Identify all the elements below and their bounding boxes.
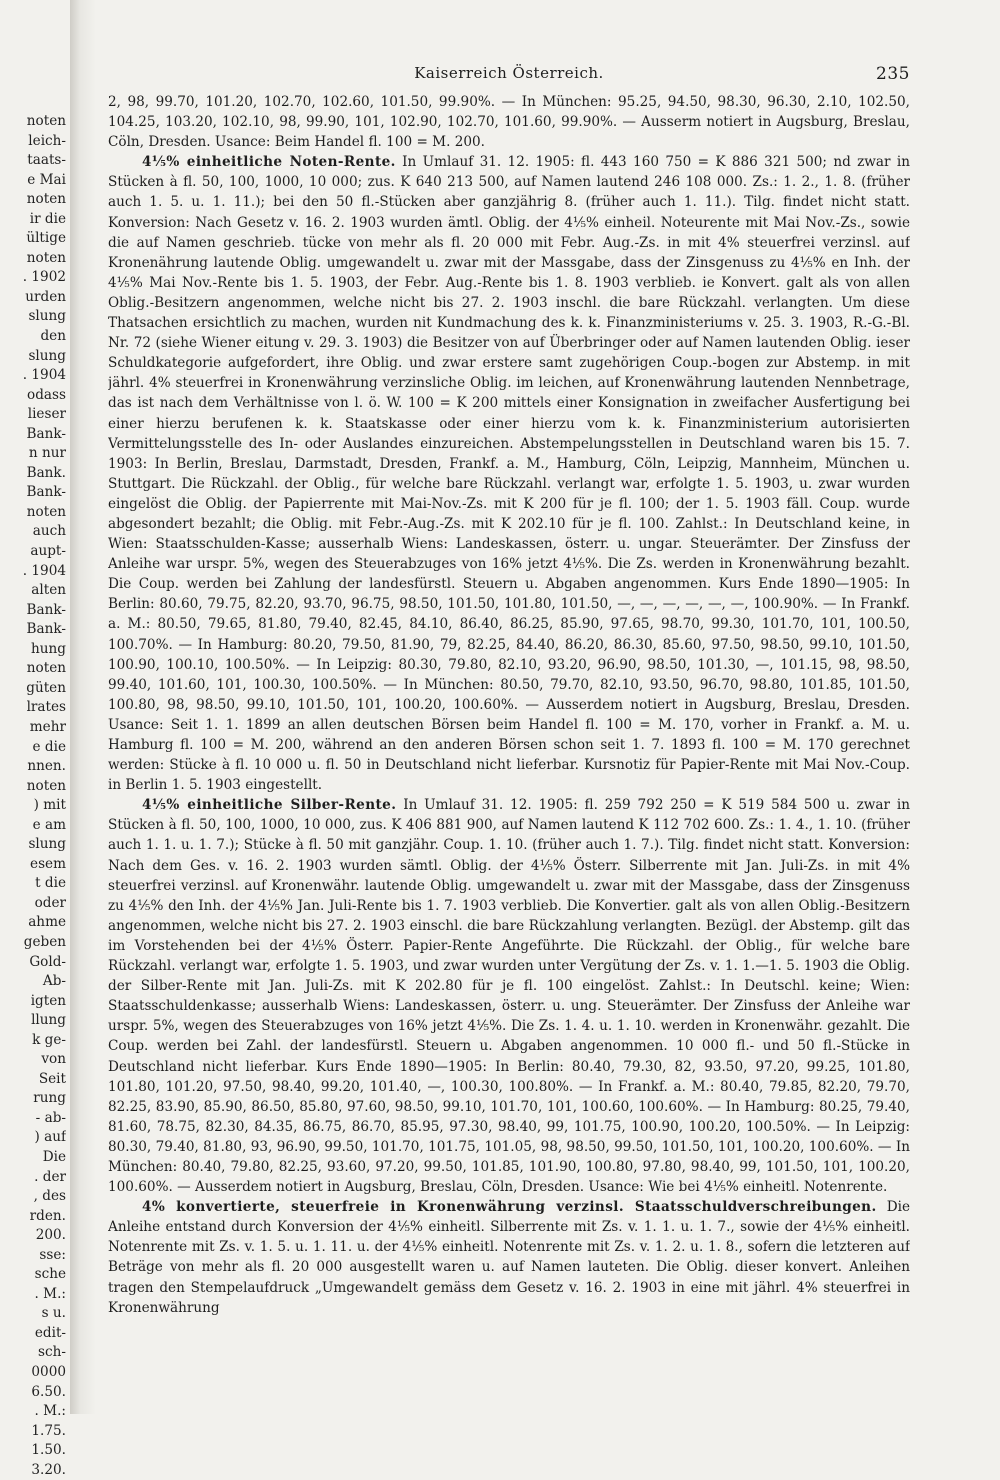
running-head: Kaiserreich Österreich. — [414, 64, 604, 82]
fragment-line: Bank- — [26, 601, 66, 618]
scan-page-edge — [70, 0, 96, 1414]
fragment-line: , des — [33, 1188, 66, 1205]
fragment-line: t die — [35, 875, 66, 892]
fragment-line: lieser — [27, 406, 66, 423]
fragment-line: rung — [33, 1090, 66, 1107]
fragment-line: igten — [30, 992, 66, 1009]
section-silber-rente — [108, 795, 910, 1197]
fragment-line: e die — [32, 738, 66, 755]
section-title: 4% konvertierte, steuerfreie in Kronenwährung verzinsl. Staatsschuldverschreibungen. — [142, 1199, 877, 1216]
section-text: In Umlauf 31. 12. 1905: fl. 259 792 250 = K 519 584 500 u. zwar in Stücken à fl. 50, 100, 1000, 10 000, zus. K 406 881 900, auf Namen lautend K 112 702 600. Zs.: 1. 4., 1. 10. (früher auch 1. 1. u. 1. 7.); Stücke à fl. 50 mit ganzjähr. Coup. 1. 10. (früher auch 1. 7.). Tilg. findet nicht statt. Konversion: Nach dem Ges. v. 16. 2. 1903 wurden sämtl. Oblig. der 4⅕% Österr. Silberrente mit Jan. Juli-Zs. in mit 4% steuerfrei verzinsl. auf Kronenwähr. lautende Oblig. umgewandelt u. zwar mit der Massgabe, dass der Zinsgenuss zu 4⅕% den Inh. der 4⅕% Jan. Juli-Rente bis 1. 7. 1903 verblieb. Die Konvertier. galt als von allen Oblig.-Besitzern angenommen, welche nicht bis 27. 2. 1903 einschl. die bare Rückzahlung verlangten. Bezügl. der Abstemp. gilt das im Vorstehenden bei der 4⅕% Österr. Papier-Rente Angeführte. Die Rückzahl. der Oblig., für welche bare Rückzahl. verlangt war, erfolgte 1. 5. 1903, und zwar wurden unter Vergütung der Zs. v. 1. 1.—1. 5. 1903 die Oblig. der Silber-Rente mit Jan. Juli-Zs. mit K 202.80 für je fl. 100 eingelöst. Zahlst.: In Deutschl. keine; Wien: Staatsschuldenkasse; ausserhalb Wiens: Landeskassen, österr. u. ung. Steuerämter. Der Zinsfuss der Anleihe war urspr. 5%, wegen des Steuerabzuges von 16% jetzt 4⅕%. Die Zs. 1. 4. u. 1. 10. werden in Kronenwähr. gezahlt. Die Coup. werden bei Zahl. der landesfürstl. Steuern u. Abgaben angenommen. 10 000 fl.- und 50 fl.-Stücke in Deutschland nicht lieferbar. Kurs Ende 1890—1905: In Berlin: 80.40, 79.30, 82, 93.50, 97.20, 99.25, 101.80, 101.80, 101.20, 97.50, 98.40, 99.20, 101.40, —, 100.30, 100.80%. — In Frankf. a. M.: 80.40, 79.85, 82.20, 79.70, 82.25, 83.90, 85.90, 86.50, 85.80, 97.60, 98.50, 99.10, 101.70, 101, 100.60, 100.60%. — In Hamburg: 80.25, 79.40, 81.60, 78.75, 82.30, 84.35, 86.75, 86.70, 85.95, 97.30, 98.40, 99, 101.75, 100.90, 100.20, 100.50%. — In Leipzig: 80.30, 79.40, 81.80, 93, 96.90, 99.50, 101.70, 101.75, 101.05, 98, 98.50, 99.50, 101.50, 101, 100.20, 100.60%. — In München: 80.40, 79.80, 82.25, 93.60, 97.20, 99.50, 101.85, 101.90, 100.80, 97.80, 98.40, 99, 101.50, 101, 100.20, 100.60%. — Ausserdem notiert in Augsburg, Breslau, Cöln, Dresden. Usance: Wie bei 4⅕% einheitl. Notenrente. — [108, 797, 910, 1196]
fragment-line: odass — [27, 386, 66, 403]
fragment-line: Seit — [38, 1070, 66, 1087]
fragment-line: . 1904 — [22, 367, 66, 384]
fragment-line: noten — [26, 777, 66, 794]
fragment-line: . M.: — [34, 1403, 66, 1420]
fragment-line: ahme — [28, 914, 66, 931]
fragment-line: aupt- — [30, 543, 66, 560]
fragment-line: e am — [32, 816, 66, 833]
fragment-line: - ab- — [35, 1109, 66, 1126]
fragment-line: den — [40, 328, 66, 345]
fragment-line: sse: — [39, 1246, 66, 1263]
fragment-line: geben — [23, 933, 66, 950]
fragment-line: llung — [31, 1012, 66, 1029]
fragment-line: Gold- — [29, 953, 66, 970]
fragment-line: mehr — [29, 718, 66, 735]
section-konvertierte — [108, 1197, 910, 1318]
fragment-line: e Mai — [27, 171, 66, 188]
fragment-line: alten — [31, 582, 66, 599]
fragment-line: . der — [34, 1168, 66, 1185]
section-text: Die Anleihe entstand durch Konversion der 4⅕% einheitl. Silberrente mit Zs. v. 1. 1. u. 1. 7., sowie der 4⅕% einheitl. Notenrente mit Zs. v. 1. 5. u. 1. 11. u. der 4⅕% einheitl. Notenrente mit Zs. v. 1. 2. u. 1. 8., sofern die letzteren auf Beträge von mehr als fl. 20 000 ausgestellt waren u. auf Namen lauteten. Die Oblig. dieser konvert. Anleihen tragen den Stempelaufdruck „Umgewandelt gemäss dem Gesetz v. 16. 2. 1903 in eine mit jährl. 4% steuerfrei in Kronenwährung — [108, 1199, 910, 1316]
fragment-line: hung — [31, 640, 66, 657]
fragment-line: k ge- — [32, 1031, 66, 1048]
section-noten-rente — [108, 152, 910, 795]
fragment-line: rden. — [29, 1207, 66, 1224]
document-page — [108, 58, 910, 1388]
fragment-line: Bank- — [26, 484, 66, 501]
fragment-line: 1.50. — [31, 1442, 66, 1459]
fragment-line: 0000 — [31, 1364, 66, 1380]
fragment-line: urden — [25, 288, 66, 305]
fragment-line: Bank- — [26, 621, 66, 638]
fragment-line: güten — [26, 679, 66, 696]
fragment-line: 3.20. — [31, 1461, 66, 1478]
fragment-line: noten — [26, 249, 66, 266]
fragment-line: esem — [30, 855, 66, 872]
fragment-line: slung — [28, 836, 66, 853]
fragment-line: von — [41, 1051, 66, 1068]
fragment-line: lrates — [26, 699, 66, 716]
page-number: 235 — [876, 64, 910, 84]
fragment-line: oder — [34, 894, 66, 911]
fragment-line: . M.: — [34, 1285, 66, 1302]
fragment-line: nnen. — [27, 758, 66, 775]
page-header — [108, 58, 910, 92]
body-text — [108, 92, 910, 1318]
adjacent-page-fragments — [0, 112, 66, 1480]
fragment-line: Ab- — [42, 973, 66, 990]
fragment-line: noten — [26, 503, 66, 520]
fragment-line: taats- — [27, 152, 66, 169]
fragment-line: ir die — [29, 210, 66, 227]
fragment-line: 1.75. — [31, 1422, 66, 1439]
fragment-line: Die — [42, 1148, 66, 1165]
fragment-line: noten — [26, 660, 66, 677]
fragment-line: edit- — [34, 1324, 66, 1341]
fragment-line: sch- — [38, 1344, 66, 1361]
fragment-line: 6.50. — [31, 1383, 66, 1400]
fragment-line: sche — [34, 1266, 66, 1283]
fragment-line: Bank- — [26, 425, 66, 442]
fragment-line: leich- — [28, 132, 66, 149]
fragment-line: s u. — [41, 1305, 66, 1322]
fragment-line: noten — [26, 191, 66, 208]
section-title: 4⅕% einheitliche Silber-Rente. — [142, 797, 397, 814]
fragment-line: auch — [32, 523, 66, 540]
fragment-line: Bank. — [26, 464, 66, 481]
fragment-line: slung — [28, 347, 66, 364]
fragment-line: ültige — [26, 230, 66, 247]
fragment-line: . 1902 — [22, 269, 66, 286]
fragment-line: ) mit — [33, 797, 66, 814]
fragment-line: n nur — [28, 445, 66, 462]
fragment-line: 200. — [35, 1227, 66, 1244]
fragment-line: slung — [28, 308, 66, 325]
fragment-line: . 1904 — [22, 562, 66, 579]
section-text: In Umlauf 31. 12. 1905: fl. 443 160 750 = K 886 321 500; nd zwar in Stücken à fl. 50, 100, 1000, 10 000; zus. K 640 213 500, auf Namen lautend 246 108 000. Zs.: 1. 2., 1. 8. (früher auch 1. 5. u. 1. 11.); bei den 50 fl.-Stücken aber ganzjährig 8. (früher auch 1. 11.). Tilg. findet nicht statt. Konversion: Nach Gesetz v. 16. 2. 1903 wurden ämtl. Oblig. der 4⅕% einheil. Noteurente mit Mai Nov.-Zs., sowie die auf Namen geschrieb. tücke von mehr als fl. 20 000 mit Febr. Aug.-Zs. in mit 4% steuerfrei verzinsl. auf Kronenährung lautende Oblig. umgewandelt u. zwar mit der Massgabe, dass der Zinsgenuss zu 4⅕% en Inh. der 4⅕% Mai Nov.-Rente bis 1. 5. 1903, der Febr. Aug.-Rente bis 1. 8. 1903 verblieb. ie Konvert. galt als von allen Oblig.-Besitzern angenommen, welche nicht bis 27. 2. 1903 inschl. die bare Rückzahl. verlangten. Um diese Thatsachen ersichtlich zu machen, wurden nit Kundmachung des k. k. Finanzministeriums v. 25. 3. 1903, R.-G.-Bl. Nr. 72 (siehe Wiener eitung v. 29. 3. 1903) die Besitzer von auf Überbringer oder auf Namen lautenden Oblig. ieser Schuldkategorie aufgefordert, ihre Oblig. und zwar erstere samt zugehörigen Coup.-bogen zur Abstemp. in mit jährl. 4% steuerfrei in Kronenwährung verzinsliche Oblig. im leichen, auf Kronenwährung lautenden Nennbetrage, das ist nach dem Verhältnisse von l. ö. W. 100 = K 200 mittels einer Konsignation in zweifacher Ausfertigung bei einer hierzu berufenen k. k. Staatskasse oder einer hierzu vom k. k. Finanzministerium autorisierten Vermittelungsstelle des In- oder Auslandes einzureichen. Abstempelungsstellen in Deutschland waren bis 15. 7. 1903: In Berlin, Breslau, Darmstadt, Dresden, Frankf. a. M., Hamburg, Cöln, Leipzig, Mannheim, München u. Stuttgart. Die Rückzahl. der Oblig., für welche bare Rückzahl. verlangt war, erfolgte 1. 5. 1903, u. zwar wurden eingelöst die Oblig. der Papierrente mit Mai-Nov.-Zs. mit K 200 für je fl. 100; der 1. 5. 1903 fäll. Coup. wurde abgesondert bezahlt; die Oblig. mit Febr.-Aug.-Zs. mit K 202.10 für je fl. 100. Zahlst.: In Deutschland keine, in Wien: Staatsschulden-Kasse; ausserhalb Wiens: Landeskassen, österr. u. ungar. Steuerämter. Der Zinsfuss der Anleihe war urspr. 5%, wegen des Steuerabzuges von 16% jetzt 4⅕%. Die Zs. werden in Kronenwährung bezahlt. Die Coup. werden bei Zahlung der landesfürstl. Steuern u. Abgaben angenommen. Kurs Ende 1890—1905: In Berlin: 80.60, 79.75, 82.20, 93.70, 96.75, 98.50, 101.50, 101.80, 101.50, —, —, —, —, —, —, 100.90%. — In Frankf. a. M.: 80.50, 79.65, 81.80, 79.40, 82.45, 84.10, 86.40, 86.25, 85.90, 97.65, 98.70, 99.30, 101.70, 101, 100.50, 100.70%. — In Hamburg: 80.20, 79.50, 81.90, 79, 82.25, 84.40, 86.20, 86.30, 85.60, 97.50, 98.50, 99.10, 101.50, 100.90, 100.10, 100.50%. — In Leipzig: 80.30, 79.80, 82.10, 93.20, 96.90, 98.50, 101.30, —, 101.15, 98, 98.50, 99.40, 101.60, 101, 100.30, 100.50%. — In München: 80.50, 79.70, 82.10, 93.50, 96.70, 98.80, 101.85, 101.50, 100.80, 98, 98.50, 99.10, 101.50, 101, 100.20, 100.60%. — Ausserdem notiert in Augsburg, Breslau, Dresden. Usance: Seit 1. 1. 1899 an allen deutschen Börsen beim Handel fl. 100 = M. 170, vorher in Frankf. a. M. u. Hamburg fl. 100 = M. 200, während an den anderen Börsen schon seit 1. 7. 1893 fl. 100 = M. 170 gerechnet werden: Stücke à fl. 10 000 u. fl. 50 in Deutschland nicht lieferbar. Kursnotiz für Papier-Rente mit Mai Nov.-Coup. in Berlin 1. 5. 1903 eingestellt. — [108, 154, 910, 794]
section-title: 4⅕% einheitliche Noten-Rente. — [142, 154, 396, 171]
section-continuation — [108, 92, 910, 152]
fragment-line: ) auf — [34, 1129, 66, 1146]
fragment-line: noten — [26, 113, 66, 129]
section-text: 2, 98, 99.70, 101.20, 102.70, 102.60, 101.50, 99.90%. — In München: 95.25, 94.50, 98.30, 96.30, 2.10, 102.50, 104.25, 103.20, 102.10, 98, 99.90, 101, 102.90, 102.70, 101.60, 99.90%. — Ausserm notiert in Augsburg, Breslau, Cöln, Dresden. Usance: Beim Handel fl. 100 = M. 200. — [108, 94, 910, 151]
